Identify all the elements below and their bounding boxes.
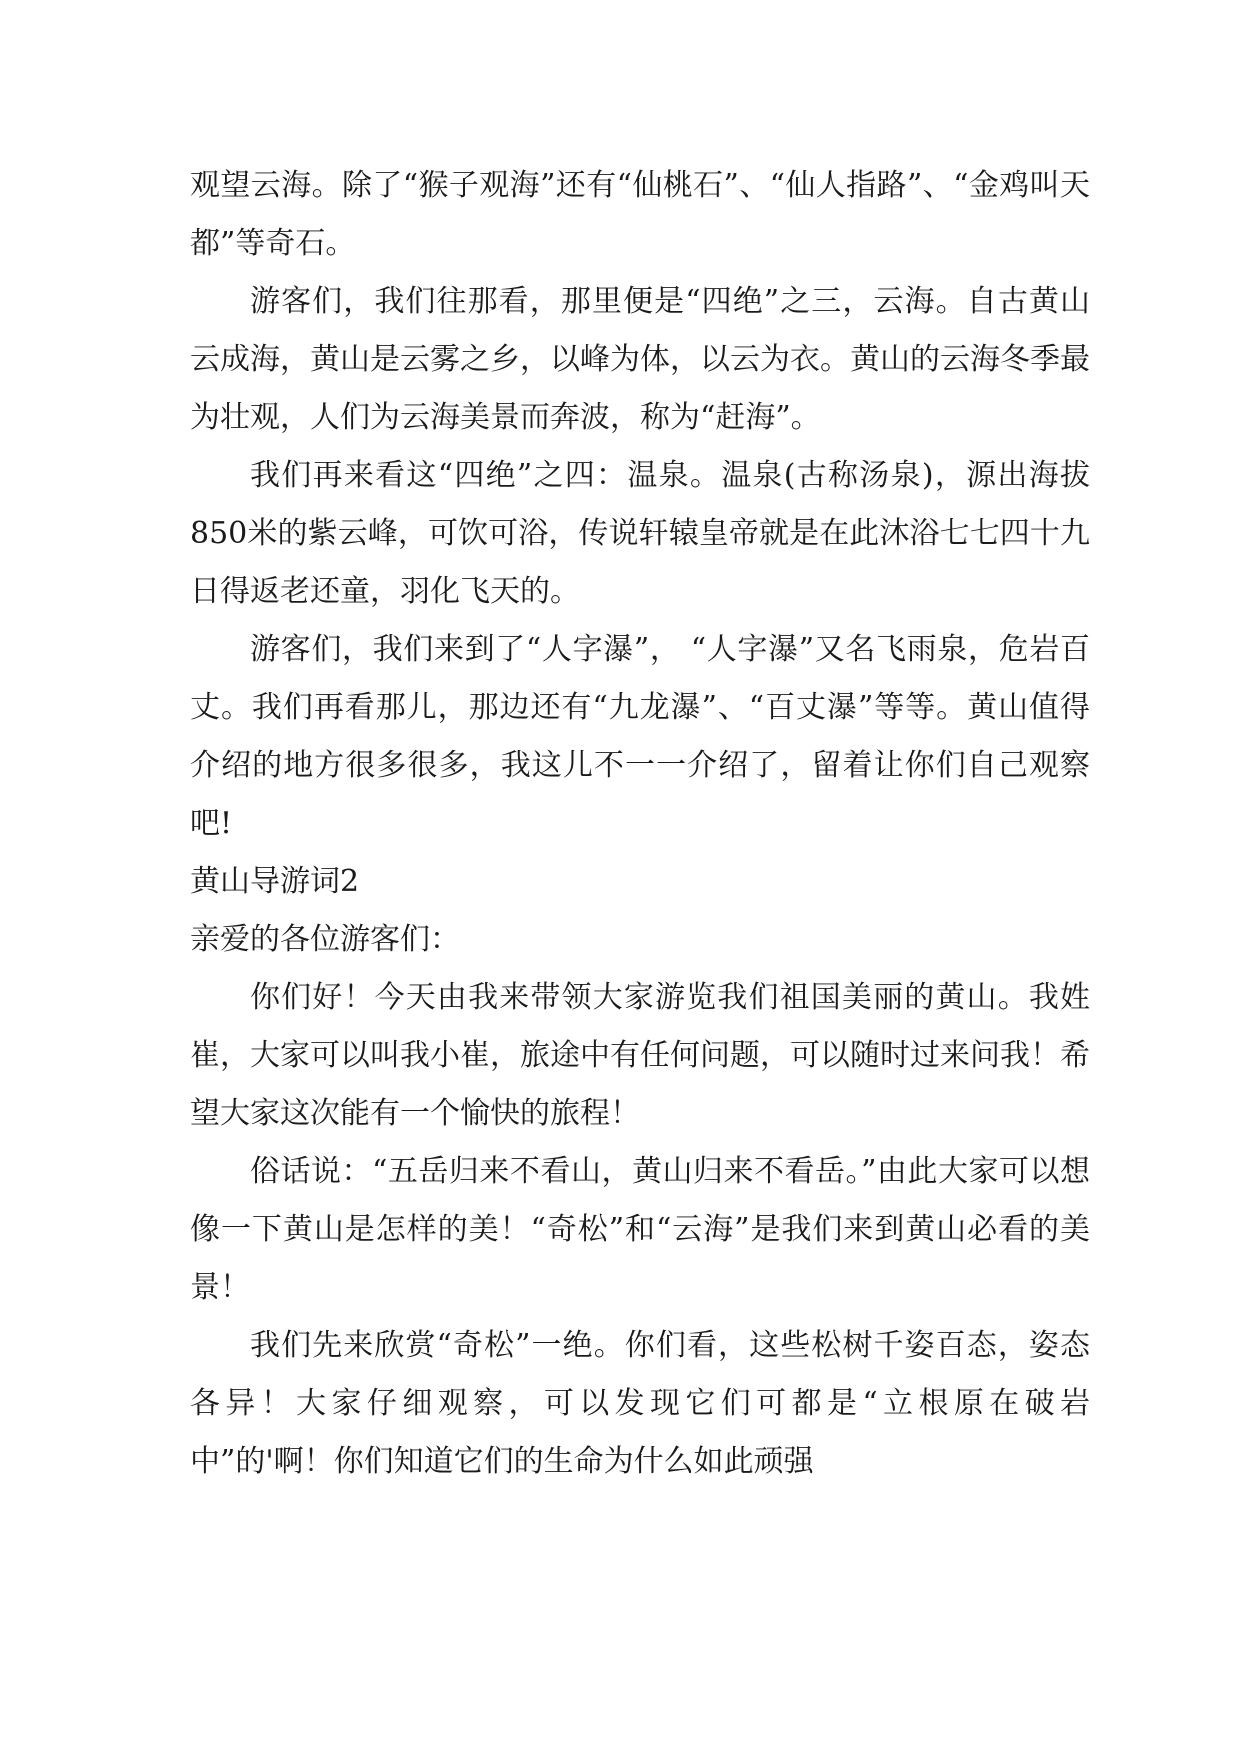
document-body (190, 157, 1090, 1491)
paragraph-9: 我们先来欣赏“奇松”一绝。你们看，这些松树千姿百态，姿态各异！大家仔细观察，可以发现它们可都是“立根原在破岩中”的'啊！你们知道它们的生命为什么如此顽强 (190, 1328, 1090, 1479)
greeting-line: 亲爱的各位游客们： (190, 922, 460, 957)
paragraph-8: 俗话说：“五岳归来不看山，黄山归来不看岳。”由此大家可以想像一下黄山是怎样的美！“奇松”和“云海”是我们来到黄山必看的美景！ (190, 1154, 1090, 1305)
paragraph-4: 游客们，我们来到了“人字瀑”， “人字瀑”又名飞雨泉，危岩百丈。我们再看那儿，那边还有“九龙瀑”、“百丈瀑”等等。黄山值得介绍的地方很多很多，我这儿不一一介绍了，留着让你们自己观察吧! (190, 632, 1090, 841)
paragraph-1: 观望云海。除了“猴子观海”还有“仙桃石”、“仙人指路”、“金鸡叫天都”等奇石。 (190, 168, 1090, 261)
paragraph-3: 我们再来看这“四绝”之四：温泉。温泉(古称汤泉)，源出海拔850米的紫云峰，可饮可浴，传说轩辕皇帝就是在此沐浴七七四十九日得返老还童，羽化飞天的。 (190, 458, 1090, 609)
paragraph-7: 你们好！今天由我来带领大家游览我们祖国美丽的黄山。我姓崔，大家可以叫我小崔，旅途中有任何问题，可以随时过来问我！希望大家这次能有一个愉快的旅程！ (190, 980, 1090, 1131)
paragraph-2: 游客们，我们往那看，那里便是“四绝”之三，云海。自古黄山云成海，黄山是云雾之乡，以峰为体，以云为衣。黄山的云海冬季最为壮观，人们为云海美景而奔波，称为“赶海”。 (190, 284, 1090, 435)
section-heading: 黄山导游词2 (190, 864, 360, 899)
